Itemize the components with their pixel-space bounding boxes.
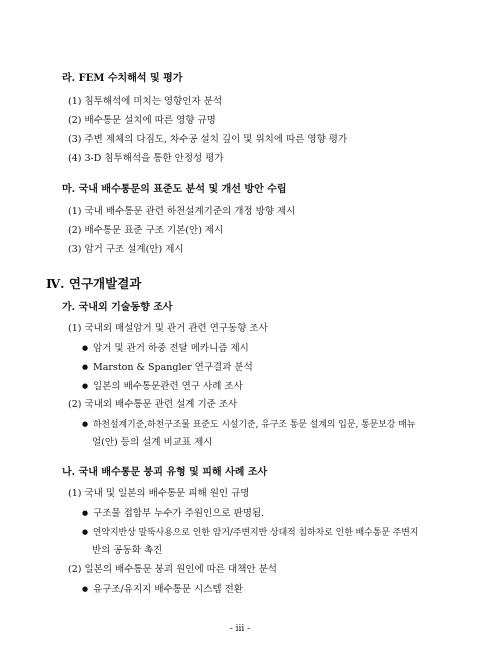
bullet-icon: ●	[81, 528, 89, 536]
list-item: (3) 암거 구조 설계(안) 제시	[68, 244, 184, 255]
bullet-item-continuation: 얼(안) 등의 설계 비교표 제시	[92, 437, 213, 448]
list-item: (1) 국내 및 일본의 배수통문 피해 원인 규명	[68, 488, 250, 499]
bullet-item: ● 연약지반상 말뚝사용으로 인한 암거/주변지반 상대적 침하차로 인한 배수통문 주변지	[81, 528, 419, 538]
bullet-icon: ●	[81, 344, 89, 352]
bullet-item: ● 유구조/유지지 배수통문 시스템 전환	[81, 584, 243, 595]
page-number: - iii -	[229, 624, 251, 634]
bullet-item-continuation: 반의 공동화 촉진	[92, 545, 163, 556]
list-item: (2) 국내외 배수통문 관련 설계 기준 조사	[68, 399, 238, 410]
bullet-icon: ●	[81, 420, 89, 428]
bullet-item: ● 일본의 배수통문관련 연구 사례 조사	[81, 381, 243, 392]
list-item: (2) 배수통문 설치에 따른 영향 규명	[68, 115, 216, 126]
section-ra-title: 라. FEM 수치해석 및 평가	[62, 73, 183, 84]
list-item: (2) 배수통문 표준 구조 기본(안) 제시	[68, 225, 224, 236]
bullet-icon: ●	[81, 363, 89, 371]
bullet-icon: ●	[81, 509, 89, 517]
list-item: (3) 주변 제체의 다짐도, 차수공 설치 깊이 및 위치에 따른 영향 평가	[68, 134, 348, 145]
list-item: (1) 침투해석에 미치는 영향인자 분석	[68, 96, 223, 107]
bullet-item: ● 암거 및 관거 하중 전달 메카니즘 제시	[81, 343, 249, 354]
bullet-icon: ●	[81, 585, 89, 593]
bullet-icon: ●	[81, 382, 89, 390]
chapter-iv-title: Ⅳ. 연구개발결과	[46, 276, 142, 291]
section-ga-title: 가. 국내외 기술동향 조사	[62, 302, 173, 313]
bullet-item: ● Marston & Spangler 연구결과 분석	[81, 362, 253, 373]
list-item: (1) 국내 배수통문 관련 하천설계기준의 개정 방향 제시	[68, 206, 296, 217]
list-item: (2) 일본의 배수통문 붕괴 원인에 따른 대책안 분석	[68, 564, 277, 575]
section-ma-title: 마. 국내 배수통문의 표준도 분석 및 개선 방안 수립	[62, 184, 287, 195]
list-item: (4) 3-D 침투해석을 통한 안정성 평가	[68, 153, 224, 164]
bullet-item: ● 하천설계기준,하천구조물 표준도 시설기준, 유구조 통문 설계의 입문, 통문보강 매뉴	[81, 420, 416, 430]
bullet-item: ● 구조물 접합부 누수가 주원인으로 판명됨.	[81, 508, 265, 519]
list-item: (1) 국내외 매설암거 및 관거 관련 연구동향 조사	[68, 323, 268, 334]
section-na-title: 나. 국내 배수통문 붕괴 유형 및 피해 사례 조사	[62, 467, 268, 478]
